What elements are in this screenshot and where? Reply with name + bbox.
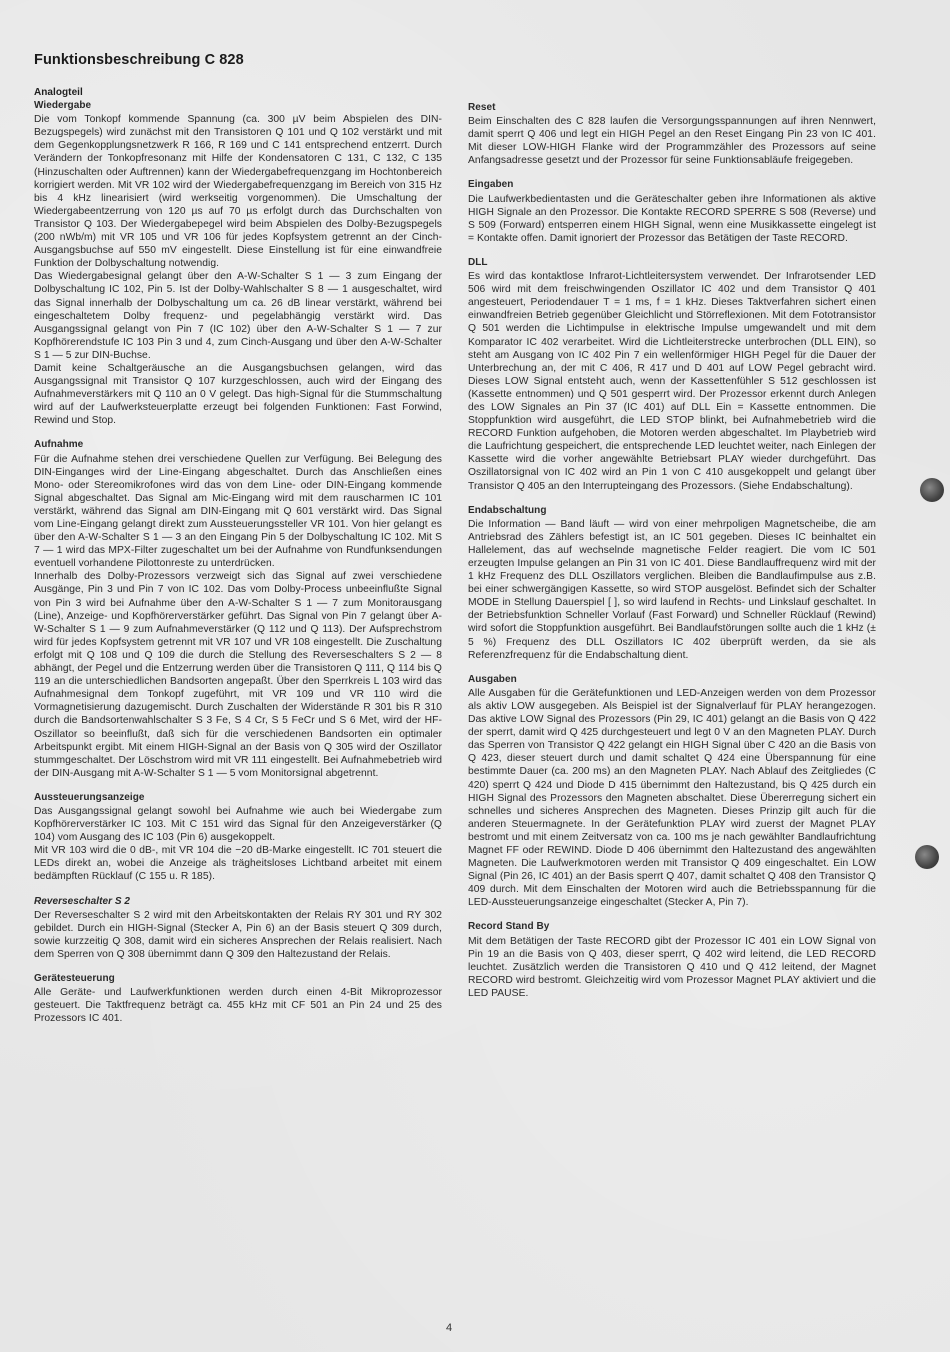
page-number: 4 xyxy=(446,1322,453,1334)
punch-hole-icon xyxy=(920,478,944,502)
heading-wiedergabe: Wiedergabe xyxy=(34,100,92,112)
paragraph-ausgaben: Alle Ausgaben für die Gerätefunktionen und LED-Anzeigen werden von dem Prozessor als aktiv LOW ausgegeben. Als Beispiel ist der Signalverlauf für PLAY herangezogen. Das aktive LOW Signal des Prozessors (Pin 29, IC 401) gelangt an die Basis von Q 422 der sperrt, damit wird Q 425 durchgesteuert und legt 0 V an den Magneten PLAY. Durch das Sperren von Transistor Q 422 gelangt ein HIGH Signal über C 420 an die Basis von Q 423, dieser steuert durch und damit schaltet Q 424 eine Überspannung für eine bestimmte Dauer (ca. 200 ms) an den Magneten PLAY. Nach Ablauf des Zeitgliedes (C 420) sperrt Q 424 und Diode D 415 übernimmt den Haltezustand, bis Q 425 durch ein HIGH Signal des Prozessors den Magneten abschaltet. Diese Übererregung sichert ein schnelles und sicheres Ansprechen des Magneten. Dieses Prinzip gilt auch für die anderen Steuermagnete. In der Gerätefunktion PLAY wird zuerst der Magnet PLAY bestromt und mit einem Zeitversatz von ca. 100 ms je nach gewählter Bandlaufrichtung Magnet FF oder REWIND. Diode D 406 übernimmt den Haltezustand des angewählten Magneten. Die Laufwerkmotoren werden mit Transistor Q 409 eingeschaltet. Ein LOW Signal (Pin 26, IC 401) an der Basis sperrt Q 407, damit schaltet Q 408 den Transistor Q 409 durch. Mit dem Einschalten der Motoren wird auch die Betriebsspannung für die LED-Aussteuerungsanzeige eingeschaltet (Stecker A, Pin 7). xyxy=(468,687,876,909)
heading-geraetesteuerung: Gerätesteuerung xyxy=(34,973,115,984)
paragraph-aussteuerung-2: Mit VR 103 wird die 0 dB-, mit VR 104 die −20 dB-Marke eingestellt. IC 701 steuert die LEDs direkt an, wobei die Anzeige als trägheitsloses Lichtband arbeitet mit einem bedämpften Rücklauf (C 155 u. R 185). xyxy=(34,845,442,883)
heading-ausgaben: Ausgaben xyxy=(468,673,517,685)
paragraph-dll: Es wird das kontaktlose Infrarot-Lichtleitersystem verwendet. Der Infrarotsender LED 506 wird mit dem freischwingenden Oszillator IC 402 und dem Transistor Q 401 angesteuert, Periodendauer T = 1 ms, f = 1 kHz. Dieses Taktverfahren sichert einen einwandfreien Betrieb gegenüber Gleichlicht und Störreflexionen. Mit dem Fototransistor Q 501 werden die Lichtimpulse in elektrische Impulse umgewandelt und mit dem Komparator IC 402 verarbeitet. Wird die Lichtleiterstrecke unterbrochen (DLL EIN), so steht am Ausgang von IC 402 Pin 7 ein wellenförmiger HIGH Pegel für die Dauer der Unterbrechung an, der mit C 406, R 417 und D 401 auf LOW Pegel gebracht wird. Dieses LOW Signal entsteht auch, wenn der Kassettenfühler S 512 geschlossen ist (Kassette entnommen) und Q 501 gesperrt wird. Der Prozessor erkennt durch Anlegen des LOW Signales an Pin 37 (IC 401) auf DLL Ein = Kassette entnommen. Die Stoppfunktion wird ausgeführt, die LED STOP blinkt, bei Aufnahmebetrieb wird die RECORD Funktion aufgehoben, die Motoren werden abgeschaltet. Im Playbetrieb wird die Laufrichtung gespeichert, die entsprechende LED leuchtet weiter, nach Einlegen der Kassette wird die vorher angewählte Betriebsart PLAY wieder durchgeführt. Das Oszillatorsignal von IC 402 wird an Pin 1 von C 410 ausgekoppelt und gelangt über Transistor Q 405 an den Interrupteingang des Prozessors. (Siehe Endabschaltung). xyxy=(468,271,876,492)
paragraph-wiedergabe-2: Das Wiedergabesignal gelangt über den A-W-Schalter S 1 — 3 zum Eingang der Dolbyschaltung IC 102, Pin 5. Ist der Dolby-Wahlschalter S 8 — 1 ausgeschaltet, wird das Signal innerhalb der Dolbyschaltung um ca. 26 dB linear verstärkt, während bei eingeschaltetem Dolby frequenz- und pegelabhängig verstärkt wird. Das Ausgangssignal gelangt von Pin 7 (IC 102) über den A-W-Schalter S 1 — 7 zur Kopfhörerendstufe IC 103 Pin 3 und 4, zum Cinch-Ausgang und über den A-W-Schalter S 1 — 5 zur DIN-Buchse. xyxy=(34,271,442,361)
paragraph-aufnahme-1: Für die Aufnahme stehen drei verschiedene Quellen zur Verfügung. Bei Belegung des DIN-Einganges wird der Line-Eingang abgeschaltet. Durch das Anschließen eines Mono- oder Stereomikrofones wird das von dem Line- oder DIN-Eingang kommende Signal abgeschaltet. Das Signal am Mic-Eingang wird mit dem rauscharmen IC 101 verstärkt, während das Signal am DIN-Eingang mit Q 601 verstärkt wird. Das Signal vom Line-Eingang gelangt direkt zum Aussteuerungssteller VR 101. Von hier gelangt es über den A-W-Schalter S 1 — 3 an den Eingang Pin 5 der Dolbyschaltung IC 102. Mit S 7 — 1 wird das MPX-Filter zugeschaltet um bei der Aufnahme von Rundfunksendungen eventuell vorhandene Pilottonreste zu unterdrücken. xyxy=(34,453,442,570)
paragraph-record-stand-by: Mit dem Betätigen der Taste RECORD gibt der Prozessor IC 401 ein LOW Signal von Pin 19 an die Basis von Q 403, dieser sperrt, Q 402 wird leitend, die LED RECORD leuchtet. Zusätzlich werden die Transistoren Q 410 und Q 412 leitend, der Magnet RECORD wird bestromt. Gleichzeitig wird vom Prozessor Magnet PLAY aktiviert und die LED PAUSE. xyxy=(468,935,876,999)
page-title: Funktionsbeschreibung C 828 xyxy=(34,52,244,68)
paragraph-wiedergabe-3: Damit keine Schaltgeräusche an die Ausgangsbuchsen gelangen, wird das Ausgangssignal mit Transistor Q 107 kurzgeschlossen, auch wird der Eingang des Aufnahmeverstärkers mit Q 110 an 0 V gelegt. Das high-Signal für die Stummschaltung wird auf der Laufwerksteuerplatte erzeugt bei folgenden Funktionen: Fast Forwind, Rewind und Stop. xyxy=(34,362,442,427)
section-heading-analogteil: Analogteil xyxy=(34,87,83,98)
paragraph-geraetesteuerung: Alle Geräte- und Laufwerkfunktionen werden durch einen 4-Bit Mikroprozessor gesteuert. Die Taktfrequenz beträgt ca. 455 kHz mit CF 501 an Pin 24 und 25 des Prozessors IC 401. xyxy=(34,987,442,1025)
heading-aussteuerungsanzeige: Aussteuerungsanzeige xyxy=(34,791,145,803)
left-column xyxy=(34,86,442,1025)
paragraph-eingaben: Die Laufwerkbedientasten und die Geräteschalter geben ihre Informationen als aktive HIGH Signale an den Prozessor. Die Kontakte RECORD SPERRE S 508 (Reverse) und S 509 (Forward) entsperren einem HIGH Signal, wenn eine Musikkassette eingelegt ist = Kontakte offen. Damit ignoriert der Prozessor das Betätigen der Taste RECORD. xyxy=(468,193,876,244)
paragraph-reverseschalter: Der Reverseschalter S 2 wird mit den Arbeitskontakten der Relais RY 301 und RY 302 gebildet. Durch ein HIGH-Signal (Stecker A, Pin 6) an der Basis steuert Q 309 durch, sowie kurzzeitig Q 308, damit wird ein sicheres Ansprechen der Relais realisiert. Nach dem Sperren von Q 308 übernimmt dann Q 309 den Haltezustand der Relais. xyxy=(34,909,442,960)
paragraph-aufnahme-2: Innerhalb des Dolby-Prozessors verzweigt sich das Signal auf zwei verschiedene Ausgänge, Pin 3 und Pin 7 von IC 102. Das vom Dolby-Process unbeeinflußte Signal von Pin 3 wird bei Aufnahme über den A-W-Schalter S 1 — 7 zum Monitorausgang (Line), Anzeige- und Kopfhörerverstärker geführt. Das Signal von Pin 7 gelangt über A-W-Schalter S 1 — 9 zum Aufnahmeverstärker (Q 112 und Q 113). Der Aufsprechstrom wird für jedes Kopfsystem getrennt mit VR 107 und VR 108 eingestellt. Die Zuschaltung erfolgt mit Q 108 und Q 109 die durch die Stellung des Reverseschalters S 2 — 8 abhängt, der Pegel und die Entzerrung werden über die Transistoren Q 111, Q 114 bis Q 119 an die unterschiedlichen Bandsorten angepaßt. Über den Sperrkreis L 103 wird das Aufnahmesignal dem Tonkopf zugeführt, mit VR 109 und VR 110 wird die Vormagnetisierung dazugemischt. Durch Zuschalten der Widerstände R 301 bis R 310 durch die Bandsortenwahlschalter S 3 Fe, S 4 Cr, S 5 FeCr und S 6 Met, wird der HF-Oszillator so beeinflußt, daß sich für die verschiedenen Bandsorten ein optimaler Arbeitspunkt ergibt. Mit einem HIGH-Signal an der Basis von Q 305 wird der Oszillator stummgeschaltet. Der Löschstrom wird mit VR 111 eingestellt. Bei Aufnahmebetrieb wird der DIN-Ausgang mit A-W-Schalter S 1 — 5 vom Monitorsignal abgetrennt. xyxy=(34,571,442,779)
paragraph-aussteuerung-1: Das Ausgangssignal gelangt sowohl bei Aufnahme wie auch bei Wiedergabe zum Kopfhörerverstärker IC 103. Mit C 151 wird das Signal für den Anzeigeverstärker (Q 104) vom Ausgang des IC 103 (Pin 6) ausgekoppelt. xyxy=(34,805,442,844)
heading-dll: DLL xyxy=(468,256,488,268)
paragraph-wiedergabe-1: Die vom Tonkopf kommende Spannung (ca. 300 µV beim Abspielen des DIN-Bezugspegels) wird zunächst mit den Transistoren Q 101 und Q 102 verstärkt und mit dem Gegenkopplungsnetzwerk R 166, R 169 und C 141 entsprechend entzerrt. Durch Verändern der Tonkopfresonanz mit Hilfe der Kondensatoren C 131, C 132, C 135 (Hinzuschalten oder Auftrennen) kann der Wiedergabefrequenzgang im Hochtonbereich korrigiert werden. Mit VR 102 wird der Wiedergabefrequenzgang im Bereich von 315 Hz bis 4 kHz linearisiert (wird werkseitig vorgenommen). Die Umschaltung der Wiedergabeentzerrung von 120 µs auf 70 µs erfolgt durch das Durchschalten von Transistor Q 103. Der Wiedergabepegel wird beim Abspielen des Dolby-Bezugspegels (200 nWb/m) mit VR 105 und VR 106 für jedes Kopfsystem getrennt an der Cinch-Ausgangsbuchse auf 550 mV eingestellt. Diese Einstellung ist für eine einwandfreie Funktion der Dolbyschaltung notwendig. xyxy=(34,114,442,270)
paragraph-reset: Beim Einschalten des C 828 laufen die Versorgungsspannungen auf ihren Nennwert, damit sperrt Q 406 und legt ein HIGH Pegel an den Reset Eingang Pin 23 von IC 401. Mit dieser LOW-HIGH Flanke wird der Programmzähler des Prozessors auf seine Anfangsadresse gesetzt und der Prozessor für seine Funktionsabläufe freigegeben. xyxy=(468,116,876,167)
heading-reverseschalter: Reverseschalter S 2 xyxy=(34,895,131,907)
right-column xyxy=(468,101,876,1000)
heading-endabschaltung: Endabschaltung xyxy=(468,504,547,516)
heading-reset: Reset xyxy=(468,102,496,113)
heading-aufnahme: Aufnahme xyxy=(34,439,84,451)
heading-record-stand-by: Record Stand By xyxy=(468,921,550,933)
heading-eingaben: Eingaben xyxy=(468,179,514,191)
punch-hole-icon xyxy=(915,845,939,869)
paragraph-endabschaltung: Die Information — Band läuft — wird von einer mehrpoligen Magnetscheibe, die am Antriebsrad des Zählers befestigt ist, an IC 501 gegeben. Dieses IC beinhaltet ein Hallelement, das auf wechselnde magnetische Felder reagiert. Die vom IC 501 erzeugten Impulse gelangen an Pin 31 von IC 401. Diese Bandlauffrequenz wird mit der 1 kHz Frequenz des DLL Oszillators verglichen. Bleiben die Bandlaufimpulse aus z.B. bei einer schwergängigen Kassette, so wird STOP ausgelöst. Befindet sich der Schalter MODE in Stellung Dauerspiel [ ], so wird laufend in Rechts- und Linkslauf geschaltet. In der Betriebsfunktion Schneller Vorlauf (Fast Forward) und Schneller Rücklauf (Rewind) wird sofort die Stoppfunktion ausgeführt. Bei Bandlaufstörungen sollte auch die 1 kHz (± 5 %) Frequenz des DLL Oszillators IC 402 überprüft werden, da sie als Referenzfrequenz für die Endabschaltung dient. xyxy=(468,518,876,661)
